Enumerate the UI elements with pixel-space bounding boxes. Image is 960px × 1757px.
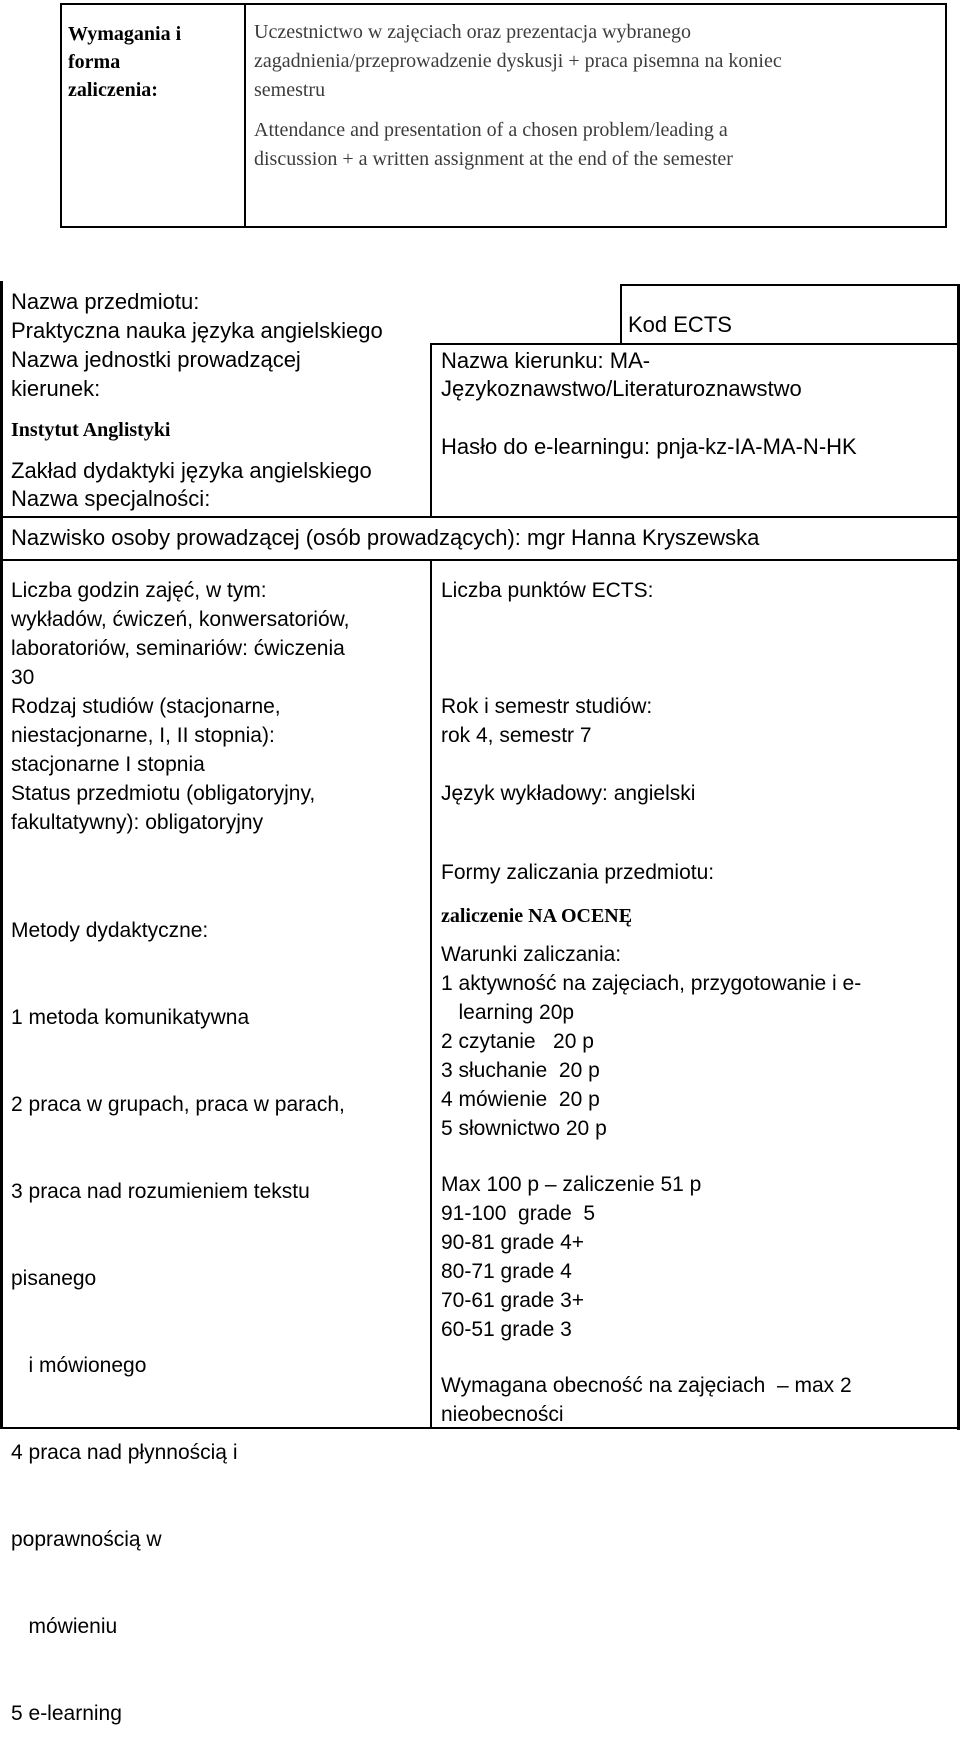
requirements-polish-line: semestru <box>254 79 326 101</box>
status-line: fakultatywny): obligatoryjny <box>11 811 264 834</box>
requirements-english-line: Attendance and presentation of a chosen problem/leading a <box>254 119 728 141</box>
unit-label: Nazwa jednostki prowadzącej <box>11 347 301 372</box>
study-type-line: niestacjonarne, I, II stopnia): <box>11 724 275 747</box>
methods-line: pisanego <box>11 1267 97 1290</box>
requirements-heading <box>68 20 181 104</box>
methods-line: 1 metoda komunikatywna <box>11 1006 250 1029</box>
study-type-line: Rodzaj studiów (stacjonarne, <box>11 695 281 718</box>
requirements-polish-line: Uczestnictwo w zajęciach oraz prezentacja wybranego <box>254 21 691 43</box>
attendance-line: nieobecności <box>441 1403 564 1426</box>
methods-line: 4 praca nad płynnością i <box>11 1441 238 1464</box>
conditions-list <box>441 969 861 1143</box>
conditions-line: 2 czytanie 20 p <box>441 1030 594 1053</box>
grading-line: 80-71 grade 4 <box>441 1260 572 1283</box>
ects-code-cell-top <box>620 284 960 286</box>
subject-label: Nazwa przedmiotu: <box>11 289 200 314</box>
teaching-methods <box>11 858 345 1757</box>
requirements-polish-text <box>254 18 782 105</box>
methods-line: i mówionego <box>11 1354 147 1377</box>
institute-name: Instytut Anglistyki <box>11 419 171 441</box>
unit-label-field: kierunek: <box>11 376 101 401</box>
study-type-line: stacjonarne I stopnia <box>11 753 205 776</box>
hours-line: Liczba godzin zajęć, w tym: <box>11 579 267 602</box>
course-table-left-border <box>0 281 3 1428</box>
methods-line: Metody dydaktyczne: <box>11 919 209 942</box>
methods-line: 3 praca nad rozumieniem tekstu <box>11 1180 310 1203</box>
subject-value: Praktyczna nauka języka angielskiego <box>11 318 383 343</box>
year-semester-line: Rok i semestr studiów: <box>441 695 653 718</box>
requirements-english-text <box>254 116 733 174</box>
field-of-study-value: Językoznawstwo/Literaturoznawstwo <box>441 376 802 401</box>
requirements-english-line: discussion + a written assignment at the end of the semester <box>254 148 733 170</box>
attendance-requirement <box>441 1371 852 1429</box>
ects-points-label: Liczba punktów ECTS: <box>441 579 654 602</box>
methods-line: 5 e-learning <box>11 1702 122 1725</box>
assessment-form-value: zaliczenie NA OCENĘ <box>441 905 633 927</box>
ects-code-cell-left <box>620 284 622 344</box>
study-type-info <box>11 692 281 779</box>
requirements-polish-line: zagadnienia/przeprowadzenie dyskusji + praca pisemna na koniec <box>254 50 782 72</box>
details-column-divider <box>430 559 432 1429</box>
teaching-language: Język wykładowy: angielski <box>441 782 696 805</box>
conditions-line: 1 aktywność na zajęciach, przygotowanie i e- <box>441 972 862 995</box>
requirements-heading-line: forma <box>68 51 121 73</box>
conditions-line: 4 mówienie 20 p <box>441 1088 600 1111</box>
header-row-divider <box>0 516 960 518</box>
methods-line: poprawnością w <box>11 1528 162 1551</box>
grading-line: 91-100 grade 5 <box>441 1202 596 1225</box>
conditions-line: 5 słownictwo 20 p <box>441 1117 607 1140</box>
requirements-heading-line: zaliczenia: <box>68 79 158 101</box>
hours-line: laboratoriów, seminariów: ćwiczenia <box>11 637 345 660</box>
ects-code-label: Kod ECTS <box>628 312 732 337</box>
grading-line: Max 100 p – zaliczenie 51 p <box>441 1173 702 1196</box>
conditions-label: Warunki zaliczania: <box>441 943 622 966</box>
status-info <box>11 779 315 837</box>
grading-line: 60-51 grade 3 <box>441 1318 572 1341</box>
header-column-divider <box>430 343 432 517</box>
ects-code-cell-bottom <box>430 343 960 345</box>
instructor-name: Nazwisko osoby prowadzącej (osób prowadzących): mgr Hanna Kryszewska <box>11 525 760 550</box>
year-semester-line: rok 4, semestr 7 <box>441 724 592 747</box>
specialty-label: Nazwa specjalności: <box>11 486 211 511</box>
conditions-line: learning 20p <box>441 1001 575 1024</box>
hours-line: 30 <box>11 666 35 689</box>
requirements-table-divider <box>244 3 246 228</box>
hours-info <box>11 576 349 692</box>
grading-scale <box>441 1170 701 1344</box>
hours-line: wykładów, ćwiczeń, konwersatoriów, <box>11 608 350 631</box>
elearning-password: Hasło do e-learningu: pnja-kz-IA-MA-N-HK <box>441 434 857 459</box>
assessment-form-label: Formy zaliczania przedmiotu: <box>441 861 715 884</box>
instructor-row-divider <box>0 559 960 561</box>
methods-line: 2 praca w grupach, praca w parach, <box>11 1093 345 1116</box>
department-name: Zakład dydaktyki języka angielskiego <box>11 458 372 483</box>
grading-line: 70-61 grade 3+ <box>441 1289 585 1312</box>
year-semester-info <box>441 692 652 750</box>
grading-line: 90-81 grade 4+ <box>441 1231 585 1254</box>
status-line: Status przedmiotu (obligatoryjny, <box>11 782 316 805</box>
requirements-heading-line: Wymagania i <box>68 23 182 45</box>
conditions-line: 3 słuchanie 20 p <box>441 1059 600 1082</box>
methods-line: mówieniu <box>11 1615 118 1638</box>
attendance-line: Wymagana obecność na zajęciach – max 2 <box>441 1374 852 1397</box>
field-of-study: Nazwa kierunku: MA- <box>441 348 651 373</box>
